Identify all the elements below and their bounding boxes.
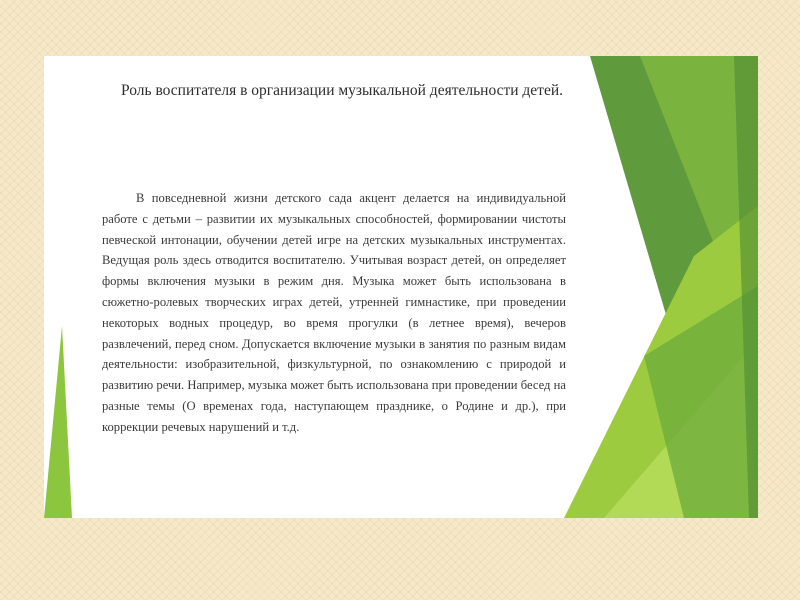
document-body-text: В повседневной жизни детского сада акцент делается на индивидуальной работе с детьми – развитии их музыкальных способностей, формировании чистоты певческой интонации, обучении детей игре на детских музыкальных инструментах. Ведущая роль здесь отводится воспитателю. Учитывая возраст детей, он определяет формы включения музыки в режим дня. Музыка может быть использована в сюжетно-ролевых творческих играх детей, утренней гимнастике, при проведении некоторых водных процедур, во время прогулки (в летнее время), вечеров развлечений, перед сном. Допускается включение музыки в занятия по разным видам деятельности: изобразительной, физкультурной, по ознакомлению с природой и развитию речи. Например, музыка может быть использована при проведении бесед на разные темы (О временах года, наступающем празднике, о Родине и др.), при коррекции речевых нарушений и т.д. [102,191,566,434]
slide [44,56,758,518]
document-title: Роль воспитателя в организации музыкальной деятельности детей. [120,82,563,99]
left-triangle [44,326,72,518]
